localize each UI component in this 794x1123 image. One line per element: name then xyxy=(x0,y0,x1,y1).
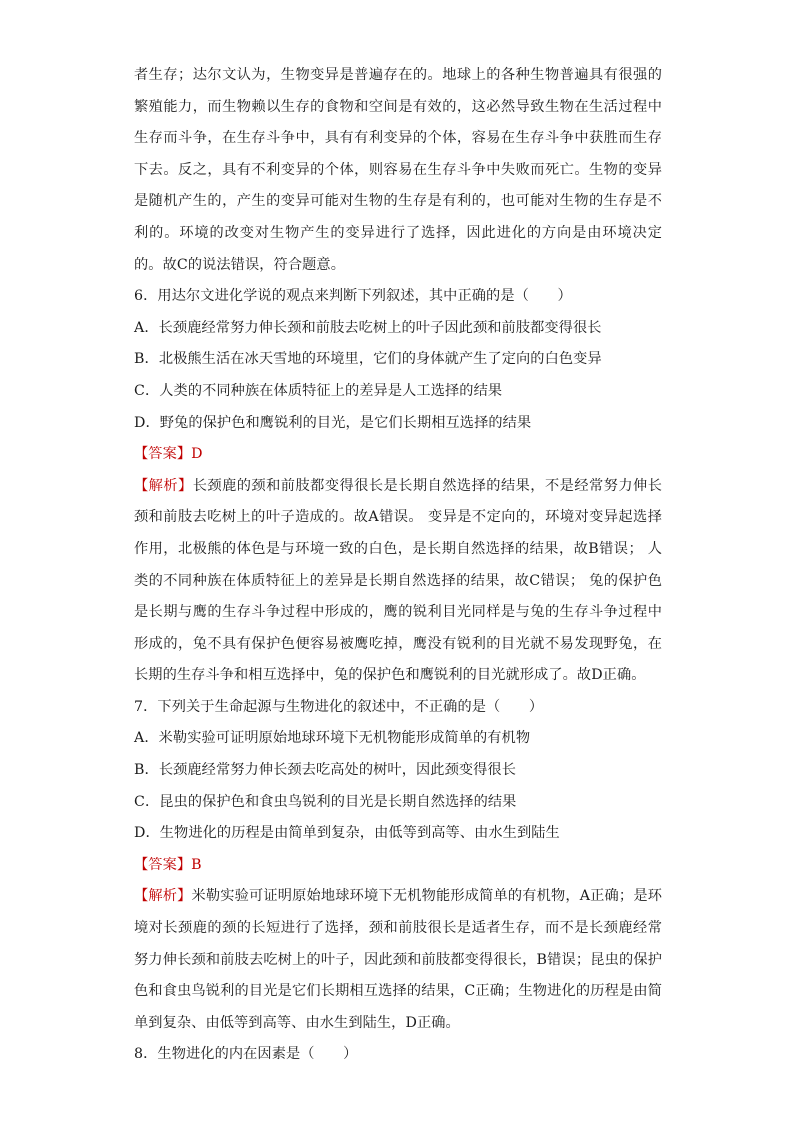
question-6-analysis xyxy=(134,471,662,692)
analysis-tag: 【解析】 xyxy=(134,888,192,905)
question-7-option-a: A．米勒实验可证明原始地球环境下无机物能形成简单的有机物 xyxy=(134,730,531,747)
question-6-option-a: A．长颈鹿经常努力伸长颈和前肢去吃树上的叶子因此颈和前肢都变得很长 xyxy=(134,319,602,336)
question-7-stem: 7．下列关于生命起源与生物进化的叙述中，不正确的是（ ） xyxy=(134,698,544,715)
question-6-option-c: C．人类的不同种族在体质特征上的差异是人工选择的结果 xyxy=(134,382,503,399)
document-page xyxy=(134,60,662,1071)
question-7-option-c: C．昆虫的保护色和食虫鸟锐利的目光是长期自然选择的结果 xyxy=(134,793,517,810)
analysis-text: 长颈鹿的颈和前肢都变得很长是长期自然选择的结果，不是经常努力伸长颈和前肢去吃树上的叶子造成的。故A错误。 变异是不定向的，环境对变异起选择作用，北极熊的体色是与环境一致的白色，是长期自然选择的结果，故B错误； 人类的不同种族在体质特征上的差异是长期自然选择的结果，故C错误； 兔的保护色是长期与鹰的生存斗争过程中形成的，鹰的锐利目光同样是与兔的生存斗争过程中形成的，兔不具有保护色便容易被鹰吃掉，鹰没有锐利的目光就不易发现野兔，在长期的生存斗争和相互选择中，兔的保护色和鹰锐利的目光就形成了。故D正确。 xyxy=(134,477,663,684)
answer-value: D xyxy=(191,446,203,463)
analysis-tag: 【解析】 xyxy=(134,477,193,494)
question-6-option-b: B．北极熊生活在冰天雪地的环境里，它们的身体就产生了定向的白色变异 xyxy=(134,351,602,368)
question-6-answer xyxy=(134,439,662,471)
question-8-stem: 8．生物进化的内在因素是（ ） xyxy=(134,1046,358,1063)
answer-tag: 【答案】 xyxy=(134,856,192,873)
answer-value: B xyxy=(191,856,202,873)
previous-analysis-continuation: 者生存；达尔文认为，生物变异是普遍存在的。地球上的各种生物普遍具有很强的繁殖能力，而生物赖以生存的食物和空间是有效的，这必然导致生物在生活过程中生存而斗争，在生存斗争中，具有有利变异的个体，容易在生存斗争中获胜而生存下去。反之，具有不利变异的个体，则容易在生存斗争中失败而死亡。生物的变异是随机产生的，产生的变异可能对生物的生存是有利的，也可能对生物的生存是不利的。环境的改变对生物产生的变异进行了选择，因此进化的方向是由环境决定的。故C的说法错误，符合题意。 xyxy=(134,67,662,273)
question-6-option-d: D．野兔的保护色和鹰锐利的目光，是它们长期相互选择的结果 xyxy=(134,414,532,431)
question-7-analysis xyxy=(134,881,662,1039)
question-7-option-d: D．生物进化的历程是由简单到复杂，由低等到高等、由水生到陆生 xyxy=(134,825,560,842)
analysis-text: 米勒实验可证明原始地球环境下无机物能形成简单的有机物，A正确；是环境对长颈鹿的颈的长短进行了选择，颈和前肢很长是适者生存，而不是长颈鹿经常努力伸长颈和前肢去吃树上的叶子，因此颈和前肢都变得很长，B错误；昆虫的保护色和食虫鸟锐利的目光是它们长期相互选择的结果，C正确；生物进化的历程是由简单到复杂、由低等到高等、由水生到陆生，D正确。 xyxy=(134,888,662,1031)
question-7-answer xyxy=(134,850,662,882)
question-7-option-b: B．长颈鹿经常努力伸长颈去吃高处的树叶，因此颈变得很长 xyxy=(134,762,517,779)
question-6-stem: 6．用达尔文进化学说的观点来判断下列叙述，其中正确的是（ ） xyxy=(134,288,572,305)
answer-tag: 【答案】 xyxy=(134,446,192,463)
